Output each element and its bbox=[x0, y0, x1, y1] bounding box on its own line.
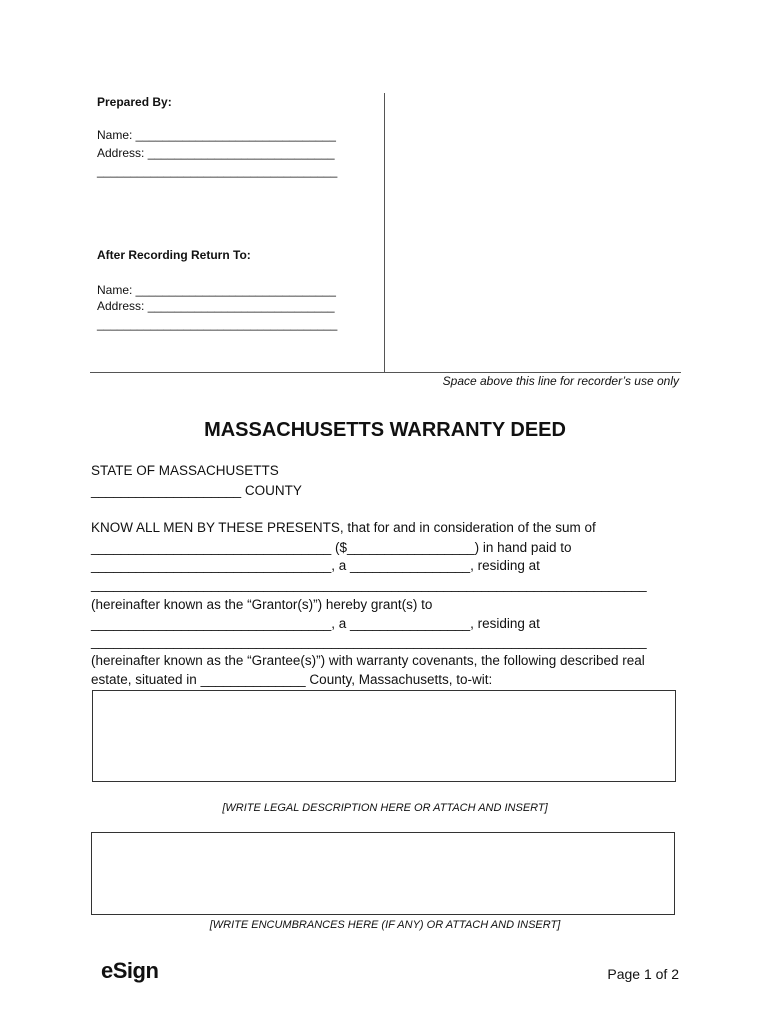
return-to-address-extra-field[interactable]: ____________________________________ bbox=[97, 317, 338, 331]
consideration-amount-field[interactable]: ________________________________ ($_________________) in hand paid to bbox=[91, 540, 572, 555]
return-to-heading: After Recording Return To: bbox=[97, 248, 251, 262]
prepared-by-address-field[interactable]: Address: ____________________________ bbox=[97, 146, 335, 160]
grantee-address-field[interactable]: __________________________________________________________________________ bbox=[91, 634, 647, 649]
recorder-note: Space above this line for recorder’s use only bbox=[442, 374, 679, 388]
return-to-name-field[interactable]: Name: ______________________________ bbox=[97, 283, 336, 297]
page-number: Page 1 of 2 bbox=[607, 966, 679, 982]
esign-logo: eSign bbox=[101, 958, 159, 983]
consideration-line: KNOW ALL MEN BY THESE PRESENTS, that for and in consideration of the sum of bbox=[91, 520, 596, 535]
legal-description-box[interactable] bbox=[92, 690, 676, 782]
grantor-address-field[interactable]: __________________________________________________________________________ bbox=[91, 577, 647, 592]
state-line: STATE OF MASSACHUSETTS bbox=[91, 463, 279, 478]
encumbrances-box[interactable] bbox=[91, 832, 675, 915]
grantor-name-field[interactable]: ________________________________, a ________________, residing at bbox=[91, 558, 540, 573]
grantee-name-field[interactable]: ________________________________, a ________________, residing at bbox=[91, 616, 540, 631]
prepared-by-heading: Prepared By: bbox=[97, 95, 172, 109]
prepared-by-address-extra-field[interactable]: ____________________________________ bbox=[97, 164, 338, 178]
recorder-vertical-divider bbox=[384, 93, 385, 373]
legal-description-caption: [WRITE LEGAL DESCRIPTION HERE OR ATTACH AND INSERT] bbox=[222, 802, 548, 814]
recorder-horizontal-divider bbox=[90, 372, 681, 373]
return-to-address-field[interactable]: Address: ____________________________ bbox=[97, 299, 335, 313]
prepared-by-name-field[interactable]: Name: ______________________________ bbox=[97, 128, 336, 142]
county-field[interactable]: ____________________ COUNTY bbox=[91, 483, 302, 498]
page-title: MASSACHUSETTS WARRANTY DEED bbox=[204, 419, 566, 441]
grantor-definition-line: (hereinafter known as the “Grantor(s)”) hereby grant(s) to bbox=[91, 597, 433, 612]
grantee-definition-line: (hereinafter known as the “Grantee(s)”) with warranty covenants, the following described real bbox=[91, 653, 645, 668]
property-county-field[interactable]: estate, situated in ______________ County, Massachusetts, to-wit: bbox=[91, 672, 493, 687]
encumbrances-caption: [WRITE ENCUMBRANCES HERE (IF ANY) OR ATTACH AND INSERT] bbox=[209, 919, 561, 931]
